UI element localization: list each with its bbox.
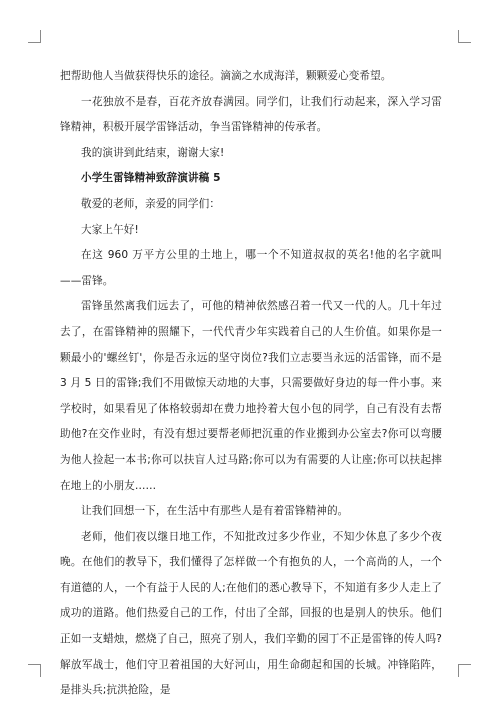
paragraph-1: 把帮助他人当做获得快乐的途径。滴滴之水成海洋，颗颗爱心变希望。 [60,70,392,82]
crop-mark-top-left [28,30,41,43]
speech-title: 小学生雷锋精神致辞演讲稿 5 [81,172,221,185]
salutation: 敬爱的老师，亲爱的同学们： [81,197,221,210]
paragraph-10: 老师，他们夜以继日地工作，不知批改过多少作业，不知少休息了多少个夜晚。在他们的教导下，我们懂得了怎样做一个有抱负的人，一个高尚的人，一个有道德的人，一个有益于人民的人;在他们的悉心教导下，不知道有多少人走上了成功的道路。他们热爱自己的工作，付出了全部，回报的也是别人的快乐。他们正如一支蜡烛，燃烧了自己，照亮了别人，我们辛勤的园丁不正是雷锋的传人吗?解放军战士，他们守卫着祖国的大好河山，用生命砌起和国的长城。冲锋陷阵，是排头兵;抗洪抢险，是 [60,530,442,697]
crop-mark-bottom-right [458,664,471,677]
crop-mark-top-right [458,30,471,43]
greeting: 大家上午好! [81,223,139,236]
paragraph-2: 一花独放不是春，百花齐放春满园。同学们，让我们行动起来，深入学习雷锋精神，积极开展学雷锋活动，争当雷锋精神的传承者。 [60,95,442,134]
paragraph-9: 让我们回想一下，在生活中有那些人是有着雷锋精神的。 [81,505,349,518]
paragraph-7: 在这 960 万平方公里的土地上，哪一个不知道叔叔的英名!他的名字就叫——雷锋。 [60,249,442,287]
document-page [60,64,442,704]
paragraph-3: 我的演讲到此结束，谢谢大家! [81,146,225,159]
paragraph-8: 雷锋虽然离我们远去了，可他的精神依然感召着一代又一代的人。几十年过去了，在雷锋精神的照耀下，一代代青少年实践着自己的人生价值。如果你是一颗最小的'螺丝钉'，你是否永远的坚守岗位?我们立志要当永远的活雷锋，而不是 3 月 5 日的雷锋;我们不用做惊天动地的大事，只需要做好身边的每一件小事。来学校时，如果看见了体格较弱却在费力地拎着大包小包的同学，自己有没有去帮助他?在交作业时，有没有想过要帮老师把沉重的作业搬到办公室去?你可以弯腰为他人捡起一本书;你可以扶盲人过马路;你可以为有需要的人让座;你可以扶起摔在地上的小朋友…… [60,300,442,492]
crop-mark-bottom-left [28,664,41,677]
